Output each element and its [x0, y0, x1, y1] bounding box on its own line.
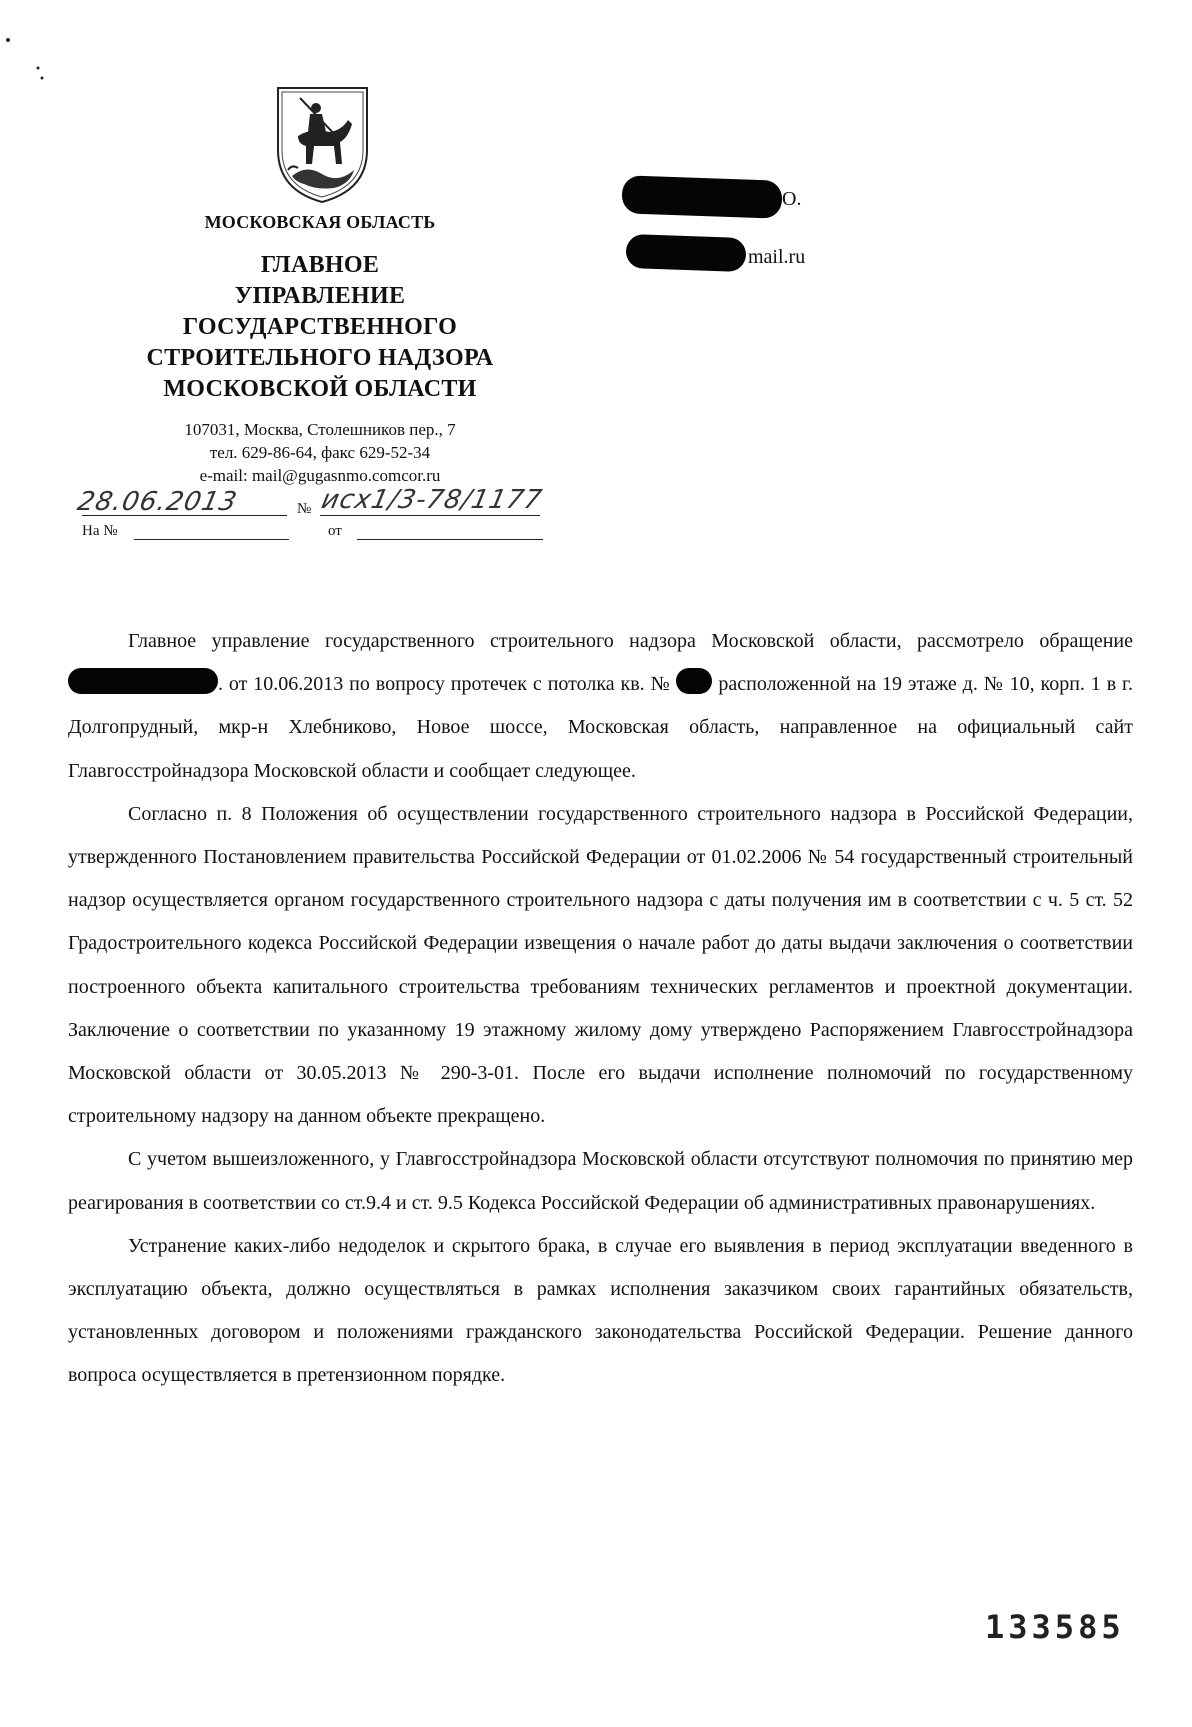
body-paragraph [68, 620, 1133, 793]
body-paragraph: Устранение каких-либо недоделок и скрытого брака, в случае его выявления в период эксплуатации введенного в эксплуатацию объекта, должно осуществляться в рамках исполнения заказчиком своих гарантийных обязательств, установленных договором и положениями гражданского законодательства Российской Федерации. Решение данного вопроса осуществляется в претензионном порядке. [68, 1234, 1133, 1387]
body-text: расположенной на 19 этаже д. № 10, корп. 1 в г. Долгопрудный, мкр-н Хлебниково, Новое шоссе, Московская область, направленное на официальный сайт Главгосстройнадзора Московской области и сообщает следующее. [68, 673, 1134, 782]
agency-line: МОСКОВСКОЙ ОБЛАСТИ [163, 376, 477, 402]
email-line: e-mail: mail@gugasnmo.comcor.ru [199, 466, 441, 485]
agency-name [90, 250, 550, 405]
scan-specks [0, 0, 60, 100]
outgoing-date: 28.06.2013 [74, 487, 241, 517]
number-label: № [297, 501, 312, 517]
body-paragraph: Согласно п. 8 Положения об осуществлении государственного строительного надзора в Российской Федерации, утвержденного Постановлением правительства Российской Федерации от 01.02.2006 № 54 государственный строительный надзор осуществляется органом государственного строительного надзора с даты получения им в соответствии с ч. 5 ст. 52 Градостроительного кодекса Российской Федерации извещения о начале работ до даты выдачи заключения о соответствии построенного объекта капитального строительства требованиям технических регламентов и проектной документации. Заключение о соответствии по указанному 19 этажному жилому дому утверждено Распоряжением Главгосстройнадзора Московской области от 30.05.2013 № 290-3-01. После его выдачи исполнение полномочий по государственному строительному надзору на данном объекте прекращено. [68, 802, 1133, 1128]
redaction-mark [68, 668, 218, 694]
outgoing-number: исх1/3-78/1177 [318, 485, 546, 515]
body-text: Главное управление государственного строительного надзора Московской области, рассмотрело обращение [128, 630, 1133, 652]
agency-line: ГЛАВНОЕ [260, 252, 380, 278]
reference-row [74, 485, 582, 545]
document-stamp-number: 133585 [985, 1608, 1125, 1646]
recipient-name-tail: О. [782, 188, 802, 210]
recipient-email-tail: mail.ru [748, 246, 806, 268]
address-line: 107031, Москва, Столешников пер., 7 [184, 420, 456, 439]
region-title: МОСКОВСКАЯ ОБЛАСТЬ [204, 212, 436, 232]
letter-body [68, 620, 1133, 1398]
redaction-mark [621, 175, 782, 219]
redaction-mark [676, 668, 712, 694]
agency-contacts [110, 418, 530, 487]
phone-line: тел. 629-86-64, факс 629-52-34 [209, 443, 431, 462]
body-text: . от 10.06.2013 по вопросу протечек с потолка кв. № [218, 673, 671, 696]
from-line [357, 539, 543, 540]
redaction-mark [625, 234, 746, 272]
agency-line: ГОСУДАРСТВЕННОГО [182, 314, 458, 340]
on-number-label: На № [82, 523, 118, 539]
from-label: от [328, 523, 342, 539]
on-number-line [134, 539, 289, 540]
body-paragraph: С учетом вышеизложенного, у Главгосстройнадзора Московской области отсутствуют полномочия по принятию мер реагирования в соответствии со ст.9.4 и ст. 9.5 Кодекса Российской Федерации об административных правонарушениях. [68, 1148, 1133, 1214]
coat-of-arms-emblem [270, 80, 375, 205]
date-line [82, 515, 287, 516]
agency-line: УПРАВЛЕНИЕ [234, 283, 406, 309]
number-line [320, 515, 540, 516]
agency-line: СТРОИТЕЛЬНОГО НАДЗОРА [146, 345, 494, 371]
